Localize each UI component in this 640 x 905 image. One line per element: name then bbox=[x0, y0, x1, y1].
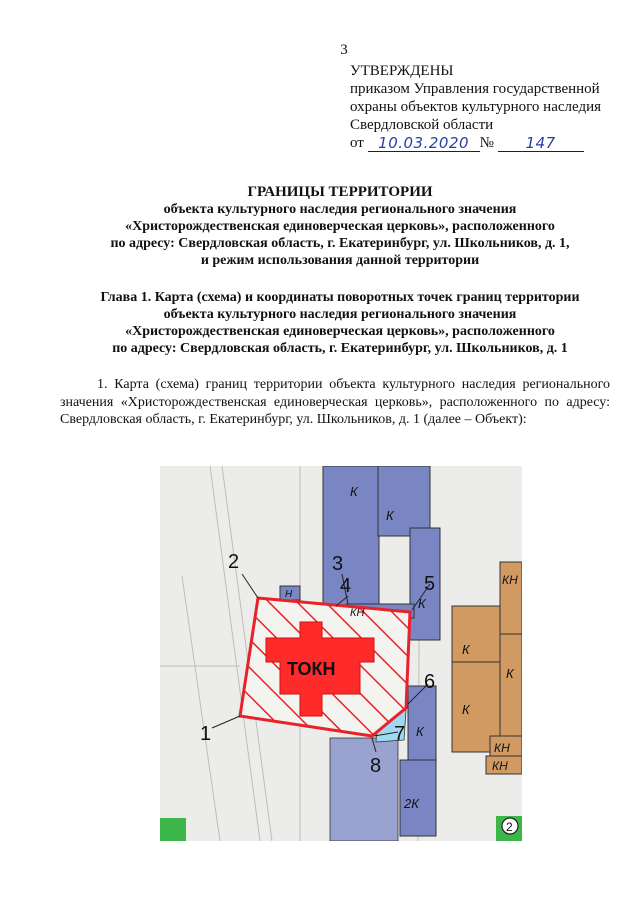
label-k5: К bbox=[462, 642, 470, 657]
building-k7 bbox=[500, 634, 522, 744]
paragraph-1: 1. Карта (схема) границ территории объекта культурного наследия регионального значения «Христорождественская единоверческая церковь», расположенного по адресу: Свердловская область, г. Екатеринбург, ул. Школьников, д. 1 (далее – Объект): bbox=[60, 377, 610, 427]
date-field bbox=[368, 134, 480, 152]
label-kn3: КН bbox=[494, 741, 510, 755]
label-k3: К bbox=[418, 596, 426, 611]
label-n: Н bbox=[285, 589, 293, 600]
label-k2: К bbox=[386, 508, 394, 523]
building-lower bbox=[330, 738, 398, 841]
date-prefix: от bbox=[350, 135, 364, 151]
label-k1: К bbox=[350, 484, 358, 499]
approval-line-1: приказом Управления государственной bbox=[350, 81, 600, 97]
object-label: ТОКН bbox=[287, 659, 336, 679]
label-kn2: КН bbox=[502, 573, 518, 587]
chapter-line-3: «Христорождественская единоверческая церковь», расположенного bbox=[125, 324, 555, 339]
number-value: 147 bbox=[525, 134, 556, 152]
label-k7: К bbox=[506, 666, 514, 681]
building-k2 bbox=[378, 466, 430, 536]
title-line-3: по адресу: Свердловская область, г. Екатеринбург, ул. Школьников, д. 1, bbox=[110, 236, 570, 251]
approval-line-2: охраны объектов культурного наследия bbox=[350, 99, 602, 115]
label-kn1: КН bbox=[350, 607, 365, 619]
title-line-4: и режим использования данной территории bbox=[200, 253, 480, 268]
point-6-label: 6 bbox=[424, 671, 436, 693]
point-3-label: 3 bbox=[332, 553, 344, 575]
approval-heading: УТВЕРЖДЕНЫ bbox=[350, 63, 454, 79]
label-2k: 2К bbox=[404, 796, 419, 811]
number-field bbox=[498, 134, 584, 152]
chapter-line-1: Глава 1. Карта (схема) и координаты поворотных точек границ территории bbox=[100, 290, 580, 305]
chapter-line-4: по адресу: Свердловская область, г. Екатеринбург, ул. Школьников, д. 1 bbox=[112, 341, 568, 356]
point-5-label: 5 bbox=[424, 573, 436, 595]
page-number: 3 bbox=[340, 42, 348, 58]
point-7-label: 7 bbox=[394, 723, 406, 745]
building-k4 bbox=[408, 686, 436, 760]
document-title bbox=[40, 184, 640, 269]
label-k6: К bbox=[462, 702, 470, 717]
title-line-1: объекта культурного наследия регионального значения bbox=[163, 202, 517, 217]
label-kn4: КН bbox=[492, 759, 508, 773]
approval-stamp bbox=[350, 62, 601, 152]
point-1-label: 1 bbox=[200, 723, 212, 745]
sheet-marker-label: 2 bbox=[506, 820, 513, 834]
green-area-left bbox=[160, 818, 186, 841]
chapter-line-2: объекта культурного наследия регионального значения bbox=[163, 307, 517, 322]
title-line-2: «Христорождественская единоверческая церковь», расположенного bbox=[125, 219, 555, 234]
label-k4: К bbox=[416, 724, 424, 739]
date-value: 10.03.2020 bbox=[378, 134, 470, 152]
boundary-map bbox=[160, 466, 522, 841]
point-2-label: 2 bbox=[228, 551, 240, 573]
point-4-label: 4 bbox=[340, 575, 352, 597]
point-8-label: 8 bbox=[370, 755, 382, 777]
chapter-heading bbox=[40, 289, 640, 357]
title-main: ГРАНИЦЫ ТЕРРИТОРИИ bbox=[247, 184, 433, 200]
approval-date-line bbox=[350, 134, 601, 152]
number-prefix: № bbox=[479, 135, 494, 151]
approval-line-3: Свердловской области bbox=[350, 117, 494, 133]
